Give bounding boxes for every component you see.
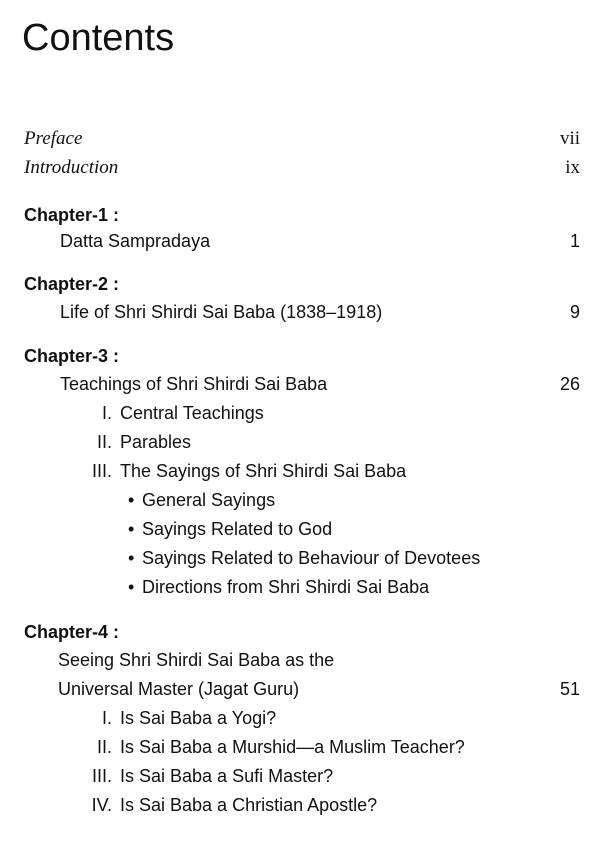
section-number: II. [96,432,112,452]
toc-entry-preface: Preface [24,128,83,149]
bullet-label: General Sayings [142,490,276,510]
section-entry [72,430,191,454]
section-entry [72,735,465,759]
bullet-icon: • [128,490,135,510]
bullet-entry [128,488,275,512]
section-label: The Sayings of Shri Shirdi Sai Baba [120,461,407,481]
toc-page-preface: vii [559,128,580,149]
chapter-heading: Chapter-1 : [24,205,120,225]
chapter-page: 9 [569,302,580,322]
section-label: Is Sai Baba a Murshid—a Muslim Teacher? [120,737,465,757]
section-number: I. [101,403,112,423]
chapter-page: 26 [559,374,580,394]
section-entry [72,764,333,788]
section-label: Is Sai Baba a Christian Apostle? [120,795,378,815]
section-number: IV. [91,795,112,815]
section-label: Parables [120,432,192,452]
section-label: Central Teachings [120,403,264,423]
chapter-page: 51 [559,679,580,699]
chapter-title: Datta Sampradaya [60,231,211,251]
chapter-title-line1: Seeing Shri Shirdi Sai Baba as the [58,650,335,670]
bullet-label: Directions from Shri Shirdi Sai Baba [142,577,430,597]
chapter-title-line2: Universal Master (Jagat Guru) [58,679,300,699]
chapter-title: Teachings of Shri Shirdi Sai Baba [60,374,328,394]
toc-entry-introduction: Introduction [24,157,119,178]
section-entry [72,459,406,483]
bullet-icon: • [128,577,135,597]
chapter-heading: Chapter-2 : [24,274,120,294]
bullet-entry [128,517,332,541]
section-number: II. [96,737,112,757]
section-number: I. [101,708,112,728]
section-entry [72,706,276,730]
section-entry [72,793,377,817]
bullet-icon: • [128,519,135,539]
section-label: Is Sai Baba a Sufi Master? [120,766,334,786]
section-label: Is Sai Baba a Yogi? [120,708,277,728]
toc-page-introduction: ix [565,157,580,178]
bullet-label: Sayings Related to Behaviour of Devotees [142,548,481,568]
section-entry [72,401,264,425]
section-number: III. [91,461,112,481]
bullet-entry [128,575,429,599]
bullet-label: Sayings Related to God [142,519,333,539]
section-number: III. [91,766,112,786]
chapter-heading: Chapter-3 : [24,346,120,366]
bullet-entry [128,546,480,570]
bullet-icon: • [128,548,135,568]
chapter-page: 1 [569,231,580,251]
chapter-title: Life of Shri Shirdi Sai Baba (1838–1918) [60,302,383,322]
chapter-heading: Chapter-4 : [24,622,120,642]
page-title: Contents [22,17,175,59]
